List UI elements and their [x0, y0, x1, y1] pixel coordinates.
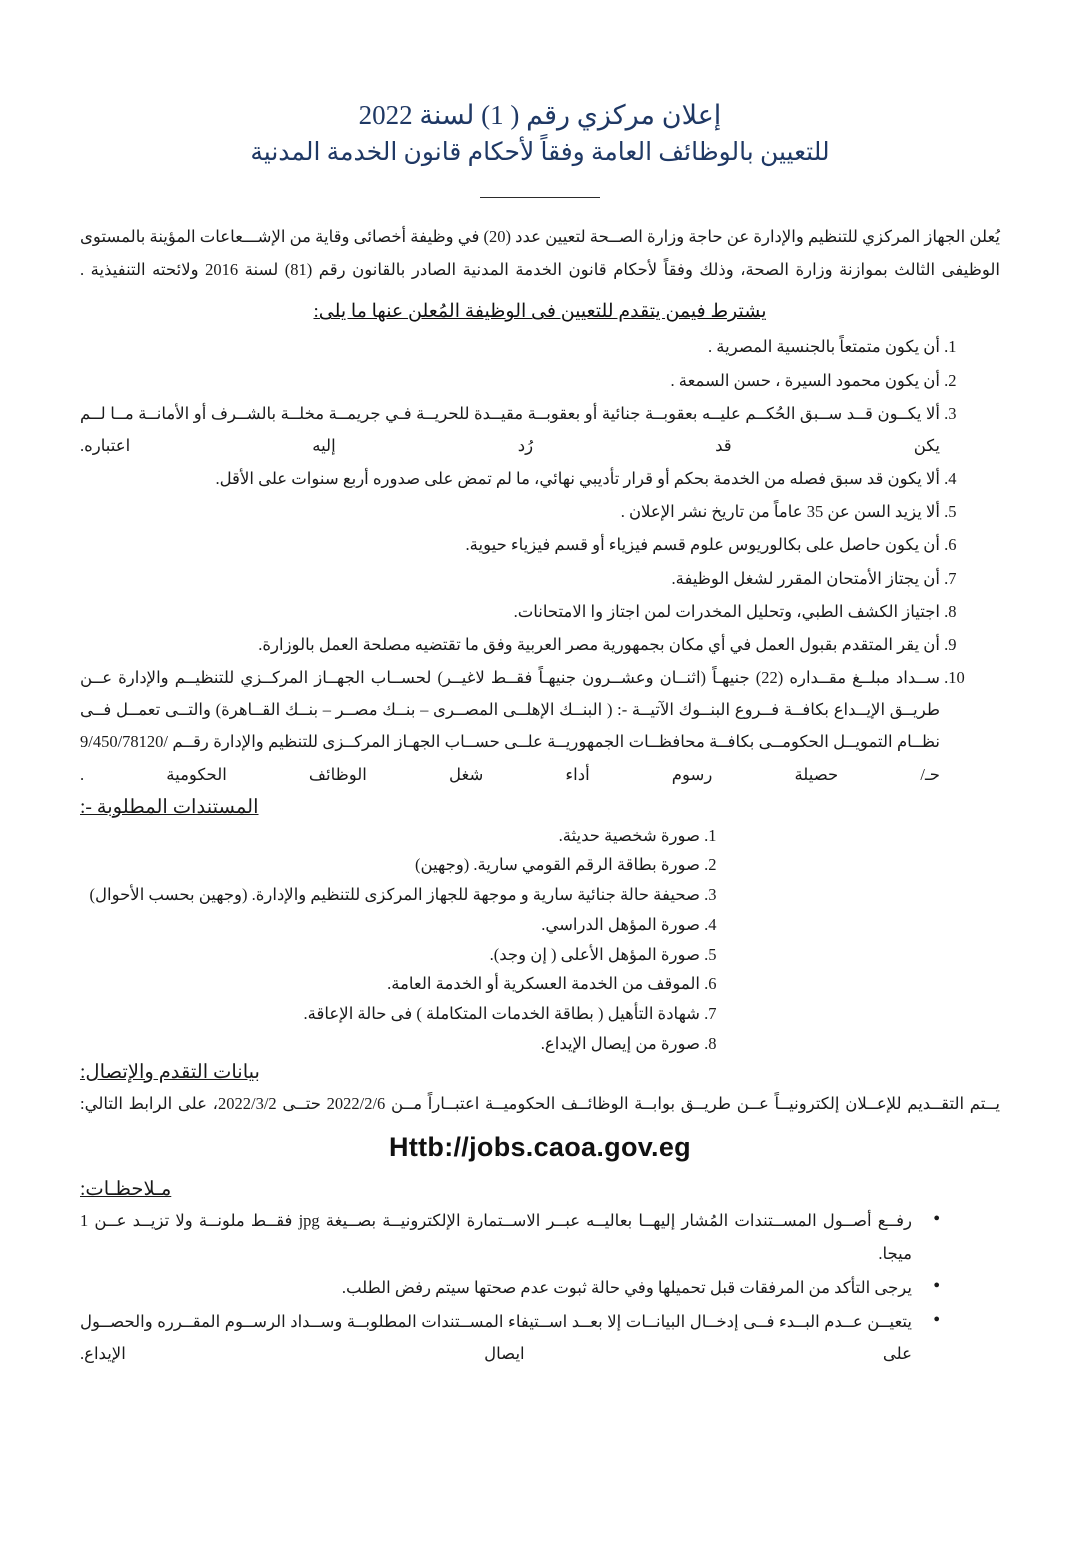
notes-list: [80, 1205, 1000, 1370]
list-item: 4. صورة المؤهل الدراسي.: [80, 910, 700, 940]
list-item: 8. اجتياز الكشف الطبي، وتحليل المخدرات لمن اجتاز وا الامتحانات.: [80, 596, 940, 628]
list-item: 6. أن يكون حاصل على بكالوريوس علوم قسم فيزياء أو قسم فيزياء حيوية.: [80, 529, 940, 561]
list-item: ● يتعيــن عــدم البــدء فــى إدخــال البيانــات إلا بعــد اســتيفاء المســتندات المطلوبــة وســداد الرســوم المقــرره والحصــول على ايصال الإيداع.: [80, 1306, 940, 1370]
conditions-list: [80, 331, 1000, 790]
list-item: 8. صورة من إيصال الإيداع.: [80, 1029, 700, 1059]
title-divider: [480, 197, 600, 198]
title-line-2: للتعيين بالوظائف العامة وفقاً لأحكام قانون الخدمة المدنية: [250, 139, 830, 167]
list-item: 2. أن يكون محمود السيرة ، حسن السمعة .: [80, 365, 940, 397]
list-item: 1. صورة شخصية حديثة.: [80, 821, 700, 851]
list-item: 10. ســداد مبلــغ مقــداره (22) جنيهـاً (اثنــان وعشــرون جنيهـاً فقــط لاغيــر) لحســاب الجهــاز المركــزي للتنظيــم والإدارة عــن طريــق الإيــداع بكافــة فــروع البنــوك الآتيــة -: ( البنــك الإهلــى المصــرى – بنــك مصــر – بنــك القــاهرة) والتــى تعمــل فــى نظــام التمويــل الحكومــى بكافــة محافظــات الجمهوريــة علــى حســاب الجهـاز المركــزى للتنظيم والإدارة رقــم /9/450/78120 حـ/ حصيلة رسوم أداء شغل الوظائف الحكومية .: [80, 662, 940, 791]
list-item: 7. شهادة التأهيل ( بطاقة الخدمات المتكاملة ) فى حالة الإعاقة.: [80, 999, 700, 1029]
notes-heading: مـلاحظـات:: [80, 1179, 172, 1201]
list-item: 1. أن يكون متمتعاً بالجنسية المصرية .: [80, 331, 940, 363]
contact-paragraph: يــتم التقــديم للإعــلان إلكترونيــاً عــن طريــق بوابــة الوظائــف الحكوميــة اعتبــاراً مــن 2022/2/6 حتــى 2022/3/2، على الرابط التالي:: [80, 1094, 1000, 1114]
list-item: 5. ألا يزيد السن عن 35 عاماً من تاريخ نشر الإعلان .: [80, 496, 940, 528]
conditions-heading: يشترط فيمن يتقدم للتعيين فى الوظيفة المُعلن عنها ما يلى:: [313, 301, 767, 323]
contact-heading-wrap: [80, 1060, 1000, 1084]
document-title: [80, 96, 1000, 171]
list-item: 6. الموقف من الخدمة العسكرية أو الخدمة العامة.: [80, 969, 700, 999]
list-item: 3. صحيفة حالة جنائية سارية و موجهة للجهاز المركزى للتنظيم والإدارة. (وجهين بحسب الأحوال): [80, 880, 700, 910]
documents-heading-wrap: [80, 795, 1000, 819]
contact-heading: بيانات التقدم والإتصال:: [80, 1062, 260, 1084]
documents-heading: المستندات المطلوبة -:: [80, 796, 259, 818]
notes-heading-wrap: [80, 1177, 1000, 1201]
application-link[interactable]: Httb://jobs.caoa.gov.eg: [389, 1132, 691, 1163]
title-line-1: إعلان مركزي رقم ( 1) لسنة 2022: [358, 100, 722, 130]
list-item: 5. صورة المؤهل الأعلى ( إن وجد).: [80, 940, 700, 970]
list-item: ● رفــع أصــول المســتندات المُشار إليهــا بعاليــه عبــر الاســتمارة الإلكترونيــة بصــيغة jpg فقــط ملونــة ولا تزيــد عــن 1 ميجا.: [80, 1205, 940, 1269]
list-item: 3. ألا يكــون قــد ســبق الحُكــم عليــه بعقوبــة جنائية أو بعقوبــة مقيــدة للحريــة فـي جريمــة مخلــة بالشــرف أو الأمانــة مــا لــم يكن قد رُد إليه اعتباره.: [80, 398, 940, 462]
list-item: ● يرجى التأكد من المرفقات قبل تحميلها وفي حالة ثبوت عدم صحتها سيتم رفض الطلب.: [80, 1272, 940, 1304]
list-item: 7. أن يجتاز الأمتحان المقرر لشغل الوظيفة.: [80, 563, 940, 595]
list-item: 2. صورة بطاقة الرقم القومي سارية. (وجهين): [80, 850, 700, 880]
list-item: 4. ألا يكون قد سبق فصله من الخدمة بحكم أو قرار تأديبي نهائي، ما لم تمض على صدوره أربع سنوات على الأقل.: [80, 463, 940, 495]
documents-list: [80, 821, 1000, 1059]
intro-paragraph: يُعلن الجهاز المركزي للتنظيم والإدارة عن حاجة وزارة الصــحة لتعيين عدد (20) في وظيفة أخصائى وقاية من الإشـــعاعات المؤينة بالمستوى الوظيفى الثالث بموازنة وزارة الصحة، وذلك وفقاً لأحكام قانون الخدمة المدنية الصادر بالقانون رقم (81) لسنة 2016 ولائحته التنفيذية .: [80, 227, 1000, 280]
list-item: 9. أن يقر المتقدم بقبول العمل في أي مكان بجمهورية مصر العربية وفق ما تقتضيه مصلحة العمل بالوزارة.: [80, 629, 940, 661]
